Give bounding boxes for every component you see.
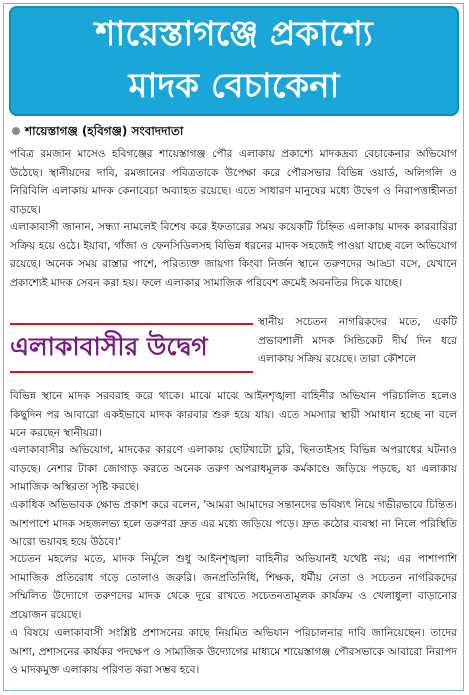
- subheading-rule-top: [10, 323, 253, 325]
- paragraph-6: সচেতন মহলের মতে, মাদক নির্মূলে শুধু আইনশৃঙ্খলা বাহিনীর অভিযানই যথেষ্ট নয়; এর পাশাপাশি সামাজিক প্রতিরোধ গড়ে তোলাও জরুরি। জনপ্রতিনিধি, শিক্ষক, ধর্মীয় নেতা ও সচেতন নাগরিকদের সম্মিলিত উদ্যোগে তরুণদের মাদক থেকে দূরে রাখতে সচেতনতামূলক কার্যক্রম ও খেলাধুলা বাড়ানোর প্রয়োজন রয়েছে।: [10, 553, 457, 621]
- paragraph-2: এলাকাবাসী জানান, সন্ধ্যা নামলেই বিশেষ করে ইফতারের সময় কয়েকটি চিহ্নিত এলাকায় মাদক কারবারিরা সক্রিয় হয়ে ওঠে। ইয়াবা, গাঁজা ও ফেনসিডিলসহ বিভিন্ন ধরনের মাদক সহজেই পাওয়া যাচ্ছে বলে অভিযোগ রয়েছে। অনেক সময় রাস্তার পাশে, পরিত্যক্ত জায়গা কিংবা নির্জন স্থানে তরুণদের আড্ডা বসে, যেখানে প্রকাশ্যেই মাদক সেবন করা হয়। ফলে এলাকার সামাজিক পরিবেশ ক্রমেই অবনতির দিকে যাচ্ছে।: [10, 221, 457, 289]
- paragraph-1: পবিত্র রমজান মাসেও হবিগঞ্জের শায়েস্তাগঞ্জ পৌর এলাকায় প্রকাশ্যে মাদকদ্রব্য বেচাকেনার অভিযোগ উঠেছে। স্থানীয়দের দাবি, রমজানের পবিত্রতাকে উপেক্ষা করে পৌরসভার বিভিন্ন ওয়ার্ড, অলিগলি ও নিরিবিলি এলাকায় মাদক কেনাবেচা অব্যাহত রয়েছে। এতে সাধারণ মানুষের মধ্যে উদ্বেগ ও নিরাপত্তাহীনতা বাড়ছে।: [10, 148, 457, 216]
- subheading-rule-bottom: [10, 371, 253, 373]
- paragraph-3-column: স্থানীয় সচেতন নাগরিকদের মতে, একটি প্রভাবশালী মাদক সিন্ডিকেট দীর্ঘ দিন ধরে এলাকায় সক্রিয় রয়েছে। তারা কৌশলে: [258, 316, 457, 366]
- subheading: এলাকাবাসীর উদ্বেগ: [10, 332, 208, 361]
- paragraph-5: একাধিক অভিভাবক ক্ষোভ প্রকাশ করে বলেন, 'আমরা আমাদের সন্তানদের ভবিষ্যৎ নিয়ে গভীরভাবে চিন্তিত। আশপাশে মাদক সহজলভ্য হলে তরুণরা দ্রুত এর মধ্যে জড়িয়ে পড়ে। দ্রুত কঠোর ব্যবস্থা না নিলে পরিস্থিতি আরো ভয়াবহ হয়ে উঠবে।': [10, 499, 457, 549]
- bullet-icon: [12, 127, 20, 135]
- paragraph-3-continued: বিভিন্ন স্থানে মাদক সরবরাহ করে থাকে। মাঝে মাঝে আইনশৃঙ্খলা বাহিনীর অভিযান পরিচালিত হলেও কিছুদিন পর আবারো একইভাবে মাদক কারবার শুরু হয়ে যায়। এতে সমস্যার স্থায়ী সমাধান হচ্ছে না বলে মনে করছেন স্থানীয়রা।: [10, 390, 457, 440]
- paragraph-4: এলাকাবাসীর অভিযোগ, মাদকের কারণে এলাকায় ছোটখাটো চুরি, ছিনতাইসহ বিভিন্ন অপরাধের ঘটনাও বাড়ছে। নেশার টাকা জোগাড় করতে অনেক তরুণ অপরাধমূলক কর্মকাণ্ডে জড়িয়ে পড়ছে, যা এলাকায় সামাজিক অস্থিরতা সৃষ্টি করছে।: [10, 444, 457, 494]
- byline-text: শায়েস্তাগঞ্জ (হবিগঞ্জ) সংবাদদাতা: [25, 124, 184, 138]
- paragraph-7: এ বিষয়ে এলাকাবাসী সংশ্লিষ্ট প্রশাসনের কাছে নিয়মিত অভিযান পরিচালনার দাবি জানিয়েছেন। তাদের আশা, প্রশাসনের কার্যকর পদক্ষেপ ও সামাজিক উদ্যোগের মাধ্যমে শায়েস্তাগঞ্জ পৌরসভাকে আবারো নিরাপদ ও মাদকমুক্ত এলাকায় পরিণত করা সম্ভব হবে।: [10, 627, 457, 677]
- headline-line-1: শায়েস্তাগঞ্জে প্রকাশ্যে: [95, 14, 373, 54]
- byline: [12, 123, 183, 143]
- headline-banner: [9, 6, 459, 116]
- headline-line-2: মাদক বেচাকেনা: [128, 66, 340, 106]
